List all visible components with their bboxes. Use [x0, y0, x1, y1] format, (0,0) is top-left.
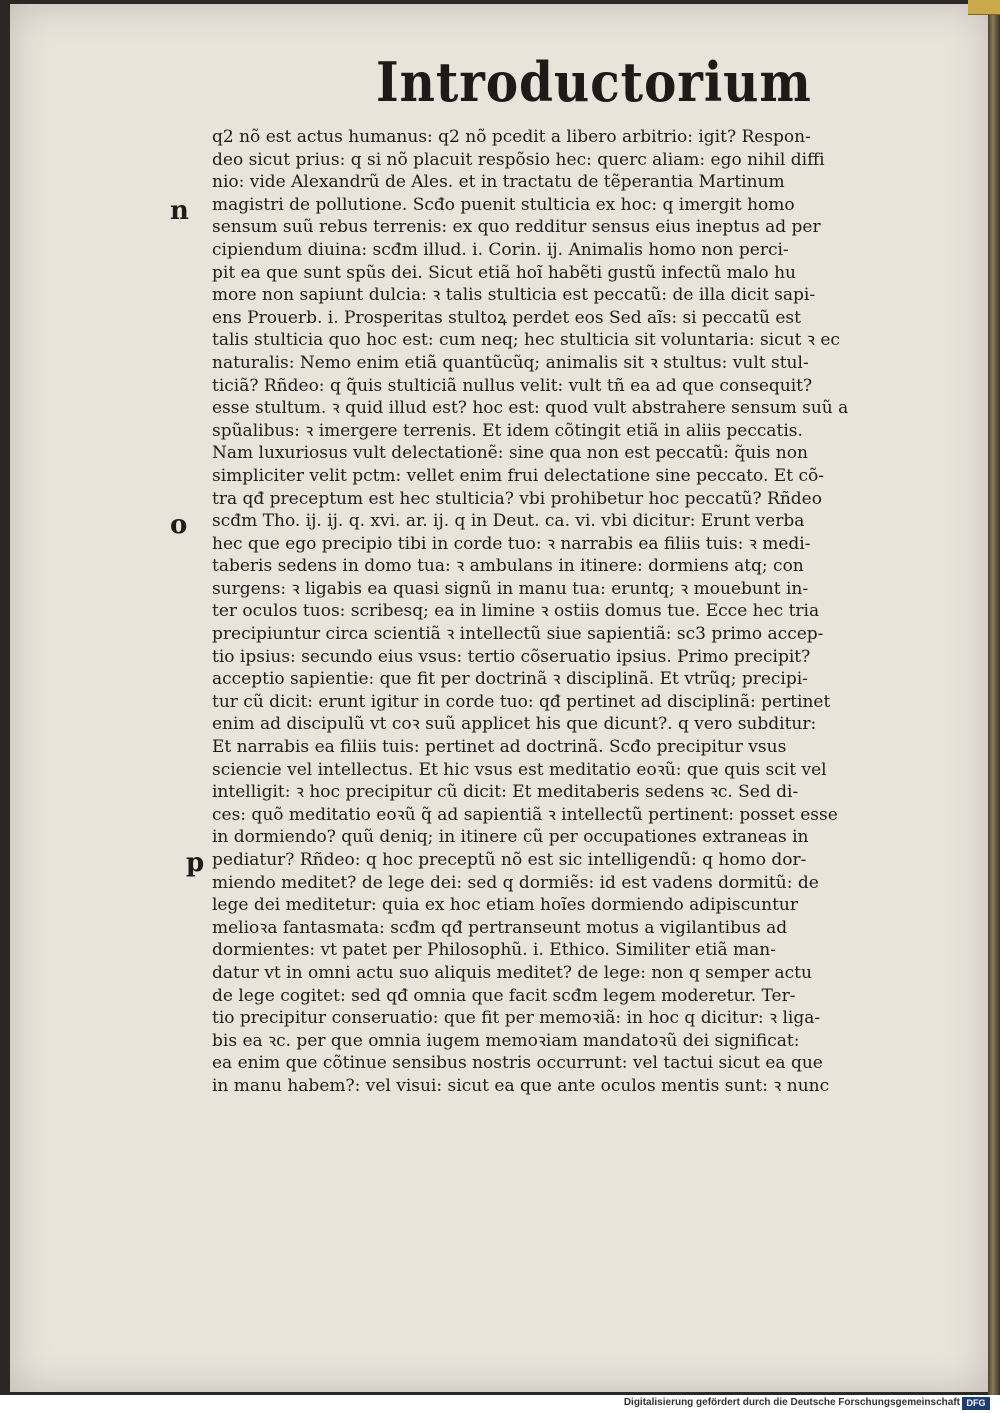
text-line: naturalis: Nemo enim etiã quantũcũq; animalis sit ꝛ stultus: vult stul- [212, 352, 809, 373]
text-line: dormientes: vt patet per Philosophũ. i. Ethico. Similiter etiã man- [212, 940, 776, 961]
text-line: in dormiendo? quũ deniq; in itinere cũ per occupationes extraneas in [212, 827, 809, 848]
text-line: simpliciter velit pctm: vellet enim frui delectatione sine peccato. Et cõ- [212, 465, 824, 486]
text-line: datur vt in omni actu suo aliquis meditet? de lege: non q semper actu [212, 962, 812, 983]
text-line: ea enim que cõtinue sensibus nostris occurrunt: vel tactui sicut ea que [212, 1053, 823, 1074]
margin-letter-o: o [170, 510, 188, 540]
text-line: cipiendum diuina: scđm illud. i. Corin. ij. Animalis homo non perci- [212, 239, 789, 260]
text-line: lege dei meditetur: quia ex hoc etiam hoĩes dormiendo adipiscuntur [212, 895, 798, 916]
text-line: tra qđ preceptum est hec stulticia? vbi prohibetur hoc peccatũ? Rñdeo [212, 488, 822, 509]
running-title: Introductorium [376, 50, 812, 114]
funding-credit: Digitalisierung gefördert durch die Deutsche Forschungsgemeinschaft [623, 1397, 960, 1408]
text-line: precipiuntur circa scientiã ꝛ intellectũ siue sapientiã: sc3 primo accep- [212, 624, 824, 645]
text-line: sensum suũ rebus terrenis: ex quo redditur sensus eius ineptus ad per [212, 217, 821, 238]
text-line: q2 nõ est actus humanus: q2 nõ pcedit a libero arbitrio: igit? Respon- [212, 127, 811, 147]
text-line: Et narrabis ea filiis tuis: pertinet ad doctrinã. Scđo precipitur vsus [212, 737, 787, 758]
text-line: scđm Tho. ij. ij. q. xvi. ar. ij. q in Deut. ca. vi. vbi dicitur: Erunt verba [212, 511, 805, 532]
dfg-logo: DFG [962, 1397, 990, 1410]
book-edge [988, 0, 1000, 1395]
text-line: nio: vide Alexandrũ de Ales. et in tractatu de tẽperantia Martinum [212, 172, 785, 193]
text-line: enim ad discipulũ vt coꝛ suũ applicet his que dicunt?. q vero subditur: [212, 714, 817, 735]
bookmark-tab [968, 0, 1000, 15]
text-line: more non sapiunt dulcia: ꝛ talis stulticia est peccatũ: de illa dicit sapi- [212, 285, 816, 306]
margin-letter-n: n [170, 196, 189, 226]
text-line: esse stultum. ꝛ quid illud est? hoc est: quod vult abstrahere sensum suũ a [212, 398, 849, 419]
text-line: tio precipitur conseruatio: que fit per memoꝛiã: in hoc q dicitur: ꝛ liga- [212, 1008, 821, 1029]
text-line: sciencie vel intellectus. Et hic vsus est meditatio eoꝛũ: que quis scit vel [212, 759, 827, 780]
text-line: acceptio sapientie: que fit per doctrinã ꝛ disciplinã. Et vtrũq; precipi- [212, 669, 808, 690]
text-line: tur cũ dicit: erunt igitur in corde tuo: qđ pertinet ad disciplinã: pertinet [212, 691, 831, 712]
text-line: pit ea que sunt spũs dei. Sicut etiã hoĩ habẽti gustũ infectũ malo hu [212, 262, 796, 283]
text-line: miendo meditet? de lege dei: sed q dormiẽs: id est vadens dormitũ: de [212, 872, 819, 893]
text-block [212, 126, 927, 1098]
text-line: hec que ego precipio tibi in corde tuo: ꝛ narrabis ea filiis tuis: ꝛ medi- [212, 533, 811, 554]
text-line: deo sicut prius: q si nõ placuit respõsio hec: querc aliam: ego nihil diffi [212, 149, 825, 170]
text-line: in manu habem?: vel visui: sicut ea que ante oculos mentis sunt: ꝛ nunc [212, 1075, 830, 1096]
text-line: de lege cogitet: sed qđ omnia que facit scđm legem moderetur. Ter- [212, 985, 796, 1006]
text-line: melioꝛa fantasmata: scđm qđ pertranseunt motus a vigilantibus ad [212, 917, 788, 938]
text-line: ter oculos tuos: scribesq; ea in limine ꝛ ostiis domus tue. Ecce hec tria [212, 601, 820, 622]
text-line: bis ea ꝛc. per que omnia iugem memoꝛiam mandatoꝛũ dei significat: [212, 1030, 800, 1051]
margin-letter-p: p [186, 848, 205, 878]
text-line: spũalibus: ꝛ imergere terrenis. Et idem cõtingit etiã in aliis peccatis. [212, 420, 803, 441]
text-line: pediatur? Rñdeo: q hoc preceptũ nõ est sic intelligendũ: q homo dor- [212, 850, 807, 870]
text-line: intelligit: ꝛ hoc precipitur cũ dicit: Et meditaberis sedens ꝛc. Sed di- [212, 782, 799, 803]
text-line: Nam luxuriosus vult delectationẽ: sine qua non est peccatũ: q̃uis non [212, 443, 808, 464]
text-line: talis stulticia quo hoc est: cum neq; hec stulticia sit voluntaria: sicut ꝛ ec [212, 330, 840, 351]
text-line: surgens: ꝛ ligabis ea quasi signũ in manu tua: eruntq; ꝛ mouebunt in- [212, 578, 809, 599]
text-line: magistri de pollutione. Scđo puenit stulticia ex hoc: q imergit homo [212, 194, 795, 215]
text-line: taberis sedens in domo tua: ꝛ ambulans in itinere: dormiens atq; con [212, 556, 804, 577]
text-line: tio ipsius: secundo eius vsus: tertio cõseruatio ipsius. Primo precipit? [212, 646, 811, 667]
text-line: ens Prouerb. i. Prosperitas stultoꝝ perdet eos Sed aĩs: si peccatũ est [212, 307, 801, 328]
text-line: ticiã? Rñdeo: q q̃uis stulticiã nullus velit: vult tñ ea ad que consequit? [212, 375, 813, 396]
text-line: ces: quõ meditatio eoꝛũ q̃ ad sapientiã ꝛ intellectũ pertinent: posset esse [212, 804, 838, 825]
